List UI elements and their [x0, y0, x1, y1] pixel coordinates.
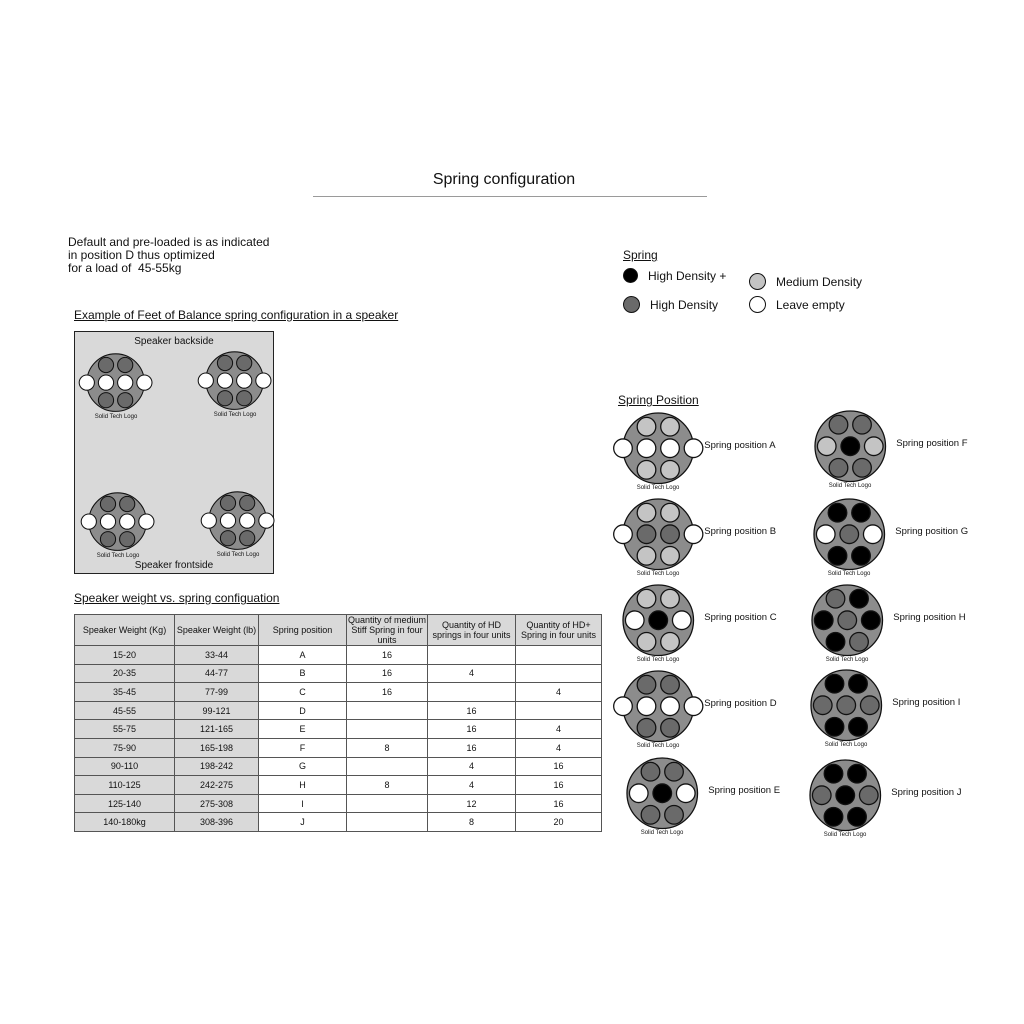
spring-slot-hd — [829, 458, 848, 477]
spring-slot-empty — [82, 514, 97, 529]
spring-position-label: Spring position B — [704, 526, 777, 537]
table-row — [75, 701, 602, 720]
spring-foot-g — [813, 498, 886, 571]
table-heading: Speaker weight vs. spring configuation — [74, 591, 280, 605]
spring-slot-hd — [852, 415, 871, 434]
spring-slot-md — [637, 503, 656, 522]
table-cell: 16 — [428, 720, 516, 739]
table-cell — [428, 646, 516, 665]
solid-tech-logo-label: Solid Tech Logo — [636, 485, 680, 492]
spring-foot-d — [86, 353, 145, 412]
spring-slot-hdp — [828, 546, 847, 565]
spring-slot-hdp — [814, 611, 833, 630]
table-row — [75, 738, 602, 757]
medium-density-swatch — [749, 273, 766, 290]
table-cell: 35-45 — [75, 683, 175, 702]
table-cell: 125-140 — [75, 794, 175, 813]
spring-slot-hd — [812, 786, 831, 805]
foot-body — [623, 671, 694, 742]
spring-slot-hd — [218, 356, 233, 371]
leave-empty-swatch — [749, 296, 766, 313]
solid-tech-logo-label: Solid Tech Logo — [824, 742, 868, 749]
legend-item-leave-empty — [749, 296, 845, 313]
spring-slot-empty — [684, 697, 703, 716]
header-hd-qty: Quantity of HD springs in four units — [428, 615, 516, 646]
spring-slot-md — [637, 589, 656, 608]
spring-slot-md — [637, 417, 656, 436]
table-cell: 99-121 — [175, 701, 259, 720]
spring-slot-empty — [199, 373, 214, 388]
spring-slot-hd — [218, 391, 233, 406]
spring-slot-empty — [676, 784, 695, 803]
spring-position-label: Spring position J — [891, 787, 962, 798]
solid-tech-logo-label: Solid Tech Logo — [94, 413, 138, 420]
spring-slot-empty — [202, 513, 217, 528]
spring-slot-hd — [840, 525, 859, 544]
table-cell — [347, 757, 428, 776]
spring-slot-hd — [664, 805, 683, 824]
legend-label: High Density + — [648, 268, 727, 283]
spring-slot-hd — [221, 531, 236, 546]
spring-slot-hdp — [847, 764, 866, 783]
intro-text — [68, 236, 269, 275]
legend-item-medium-density — [749, 273, 862, 290]
spring-slot-empty — [240, 513, 255, 528]
spring-configuration-table — [74, 614, 602, 832]
table-cell: 16 — [516, 776, 602, 795]
spring-slot-hd — [813, 696, 832, 715]
table-cell: 275-308 — [175, 794, 259, 813]
table-cell: B — [259, 664, 347, 683]
spring-slot-empty — [221, 513, 236, 528]
spring-slot-hd — [660, 718, 679, 737]
table-cell — [516, 646, 602, 665]
spring-slot-md — [864, 437, 883, 456]
table-cell: 55-75 — [75, 720, 175, 739]
table-cell: F — [259, 738, 347, 757]
table-cell: 20-35 — [75, 664, 175, 683]
table-cell — [347, 813, 428, 832]
spring-slot-empty — [863, 525, 882, 544]
high-density-plus-swatch — [623, 268, 638, 283]
spring-slot-empty — [684, 525, 703, 544]
spring-slot-hd — [237, 391, 252, 406]
spring-position-label: Spring position G — [895, 526, 969, 537]
header-weight-kg: Speaker Weight (Kg) — [75, 615, 175, 646]
spring-slot-hd — [637, 525, 656, 544]
intro-line: Default and pre-loaded is as indicated — [68, 235, 270, 249]
spring-foot-i — [810, 669, 883, 742]
spring-slot-hd — [859, 786, 878, 805]
table-cell — [347, 720, 428, 739]
header-spring-position: Spring position — [259, 615, 347, 646]
solid-tech-logo-label: Solid Tech Logo — [827, 571, 871, 578]
table-cell: E — [259, 720, 347, 739]
spring-slot-hdp — [847, 807, 866, 826]
spring-slot-empty — [672, 611, 691, 630]
table-cell: 20 — [516, 813, 602, 832]
spring-slot-empty — [613, 697, 632, 716]
spring-slot-empty — [99, 375, 114, 390]
header-hdplus-qty: Quantity of HD+ Spring in four units — [516, 615, 602, 646]
spring-slot-empty — [684, 439, 703, 458]
spring-slot-hd — [829, 415, 848, 434]
table-cell: 75-90 — [75, 738, 175, 757]
spring-slot-hd — [118, 358, 133, 373]
spring-foot-e — [626, 757, 699, 830]
spring-slot-md — [660, 546, 679, 565]
spring-slot-hdp — [851, 546, 870, 565]
spring-slot-md — [637, 460, 656, 479]
table-row — [75, 794, 602, 813]
spring-slot-empty — [218, 373, 233, 388]
spring-slot-empty — [613, 525, 632, 544]
spring-slot-hd — [826, 589, 845, 608]
spring-slot-hd — [852, 458, 871, 477]
spring-foot-j — [809, 759, 882, 832]
spring-slot-hdp — [826, 632, 845, 651]
table-row — [75, 776, 602, 795]
solid-tech-logo-label: Solid Tech Logo — [636, 657, 680, 664]
table-cell: 4 — [428, 757, 516, 776]
table-cell: 12 — [428, 794, 516, 813]
table-cell: 4 — [516, 683, 602, 702]
legend-label: High Density — [650, 297, 719, 312]
spring-slot-hdp — [841, 437, 860, 456]
intro-line: in position D thus optimized — [68, 248, 215, 262]
solid-tech-logo-label: Solid Tech Logo — [823, 832, 867, 839]
spring-slot-empty — [660, 439, 679, 458]
table-cell: 8 — [347, 738, 428, 757]
spring-slot-hd — [120, 497, 135, 512]
spring-foot-a — [622, 412, 695, 485]
spring-foot-d — [88, 492, 147, 551]
spring-position-label: Spring position A — [704, 440, 776, 451]
table-cell: I — [259, 794, 347, 813]
solid-tech-logo-label: Solid Tech Logo — [216, 551, 260, 558]
spring-slot-hd — [637, 675, 656, 694]
spring-slot-empty — [637, 439, 656, 458]
spring-foot-d — [208, 491, 267, 550]
solid-tech-logo-label: Solid Tech Logo — [640, 830, 684, 837]
table-cell: H — [259, 776, 347, 795]
table-row — [75, 664, 602, 683]
table-cell: 308-396 — [175, 813, 259, 832]
spring-slot-hdp — [828, 503, 847, 522]
table-cell — [347, 701, 428, 720]
table-header-row — [75, 615, 602, 646]
spring-slot-hdp — [653, 784, 672, 803]
foot-body — [209, 492, 267, 550]
table-cell: 16 — [347, 683, 428, 702]
spring-slot-empty — [118, 375, 133, 390]
page-title: Spring configuration — [432, 171, 576, 188]
spring-slot-hdp — [825, 674, 844, 693]
table-cell: 4 — [516, 738, 602, 757]
spring-slot-hd — [237, 356, 252, 371]
spring-position-label: Spring position F — [896, 438, 968, 449]
spring-position-label: Spring position H — [893, 612, 966, 623]
spring-slot-empty — [139, 514, 154, 529]
spring-slot-empty — [256, 373, 271, 388]
spring-slot-hd — [221, 496, 236, 511]
legend-item-high-density-plus — [623, 268, 726, 283]
spring-position-label: Spring position C — [704, 612, 777, 623]
solid-tech-logo-label: Solid Tech Logo — [828, 483, 872, 490]
table-cell: 110-125 — [75, 776, 175, 795]
table-cell: 16 — [428, 701, 516, 720]
spring-position-heading: Spring Position — [618, 393, 699, 407]
table-cell: 8 — [428, 813, 516, 832]
table-cell: 140-180kg — [75, 813, 175, 832]
header-medium-stiff-qty: Quantity of medium Stiff Spring in four units — [347, 615, 427, 645]
spring-slot-empty — [629, 784, 648, 803]
table-cell: J — [259, 813, 347, 832]
spring-slot-hd — [849, 632, 868, 651]
table-cell: 4 — [428, 776, 516, 795]
spring-slot-md — [660, 589, 679, 608]
spring-slot-md — [660, 503, 679, 522]
spring-slot-hdp — [848, 717, 867, 736]
table-cell: 165-198 — [175, 738, 259, 757]
spring-foot-c — [622, 584, 695, 657]
table-cell: 4 — [428, 664, 516, 683]
spring-slot-hd — [99, 393, 114, 408]
spring-slot-hdp — [825, 717, 844, 736]
spring-slot-hd — [240, 496, 255, 511]
table-row — [75, 813, 602, 832]
table-cell: 16 — [347, 646, 428, 665]
spring-foot-h — [811, 584, 884, 657]
spring-slot-empty — [137, 375, 152, 390]
spring-slot-hd — [641, 805, 660, 824]
spring-slot-hdp — [824, 764, 843, 783]
table-cell: 242-275 — [175, 776, 259, 795]
spring-slot-hd — [860, 696, 879, 715]
table-cell: 90-110 — [75, 757, 175, 776]
spring-foot-f — [814, 410, 887, 483]
table-cell: 33-44 — [175, 646, 259, 665]
foot-body — [89, 493, 147, 551]
spring-slot-empty — [660, 697, 679, 716]
spring-slot-hdp — [849, 589, 868, 608]
table-row — [75, 720, 602, 739]
solid-tech-logo-label: Solid Tech Logo — [213, 411, 257, 418]
spring-slot-md — [660, 632, 679, 651]
spring-slot-empty — [613, 439, 632, 458]
spring-slot-hdp — [861, 611, 880, 630]
spring-slot-empty — [259, 513, 274, 528]
legend-label: Medium Density — [776, 274, 863, 289]
table-cell: A — [259, 646, 347, 665]
spring-slot-md — [637, 632, 656, 651]
table-cell: 198-242 — [175, 757, 259, 776]
spring-slot-hd — [641, 762, 660, 781]
spring-slot-empty — [237, 373, 252, 388]
spring-slot-empty — [120, 514, 135, 529]
spring-slot-hd — [120, 532, 135, 547]
spring-foot-d — [205, 351, 264, 410]
spring-position-label: Spring position E — [708, 785, 781, 796]
table-cell: C — [259, 683, 347, 702]
spring-slot-hd — [660, 525, 679, 544]
table-cell: 77-99 — [175, 683, 259, 702]
spring-slot-hd — [118, 393, 133, 408]
high-density-swatch — [623, 296, 640, 313]
table-row — [75, 646, 602, 665]
spring-position-label: Spring position I — [892, 697, 961, 708]
table-cell — [516, 701, 602, 720]
solid-tech-logo-label: Solid Tech Logo — [825, 657, 869, 664]
spring-slot-md — [637, 546, 656, 565]
intro-line: for a load of 45-55kg — [68, 261, 182, 275]
table-cell: 44-77 — [175, 664, 259, 683]
speaker-frontside-label: Speaker frontside — [134, 560, 214, 571]
spring-slot-md — [660, 417, 679, 436]
spring-slot-hd — [838, 611, 857, 630]
header-weight-lb: Speaker Weight (lb) — [175, 615, 259, 646]
table-row — [75, 683, 602, 702]
table-cell: D — [259, 701, 347, 720]
spring-slot-hd — [664, 762, 683, 781]
table-cell — [428, 683, 516, 702]
spring-slot-md — [660, 460, 679, 479]
spring-slot-hd — [101, 532, 116, 547]
spring-slot-hd — [837, 696, 856, 715]
table-row — [75, 757, 602, 776]
spring-slot-hdp — [836, 786, 855, 805]
spring-slot-empty — [637, 697, 656, 716]
table-cell: 16 — [516, 794, 602, 813]
legend-item-high-density — [623, 296, 718, 313]
table-cell: 45-55 — [75, 701, 175, 720]
table-cell — [516, 664, 602, 683]
spring-slot-empty — [625, 611, 644, 630]
foot-body — [87, 354, 145, 412]
spring-slot-hd — [660, 675, 679, 694]
spring-position-label: Spring position D — [704, 698, 777, 709]
spring-slot-empty — [80, 375, 95, 390]
table-cell: 16 — [428, 738, 516, 757]
table-cell: 16 — [516, 757, 602, 776]
foot-body — [623, 499, 694, 570]
table-cell: 8 — [347, 776, 428, 795]
spring-slot-hdp — [824, 807, 843, 826]
spring-slot-hd — [99, 358, 114, 373]
spring-foot-b — [622, 498, 695, 571]
foot-body — [206, 352, 264, 410]
spring-slot-hd — [637, 718, 656, 737]
solid-tech-logo-label: Solid Tech Logo — [636, 743, 680, 750]
legend-heading: Spring — [623, 248, 658, 262]
spring-slot-hdp — [851, 503, 870, 522]
table-cell: 16 — [347, 664, 428, 683]
table-cell: 121-165 — [175, 720, 259, 739]
solid-tech-logo-label: Solid Tech Logo — [636, 571, 680, 578]
spring-slot-empty — [816, 525, 835, 544]
legend-label: Leave empty — [776, 297, 845, 312]
title-divider — [313, 196, 707, 197]
spring-slot-md — [817, 437, 836, 456]
spring-slot-hdp — [649, 611, 668, 630]
speaker-backside-label: Speaker backside — [134, 336, 214, 347]
spring-slot-hdp — [848, 674, 867, 693]
spring-slot-hd — [240, 531, 255, 546]
spring-slot-empty — [101, 514, 116, 529]
example-heading: Example of Feet of Balance spring configuration in a speaker — [74, 308, 399, 322]
table-cell: G — [259, 757, 347, 776]
table-cell — [347, 794, 428, 813]
spring-foot-d — [622, 670, 695, 743]
table-cell: 4 — [516, 720, 602, 739]
table-cell: 15-20 — [75, 646, 175, 665]
solid-tech-logo-label: Solid Tech Logo — [96, 552, 140, 559]
spring-slot-hd — [101, 497, 116, 512]
foot-body — [623, 413, 694, 484]
